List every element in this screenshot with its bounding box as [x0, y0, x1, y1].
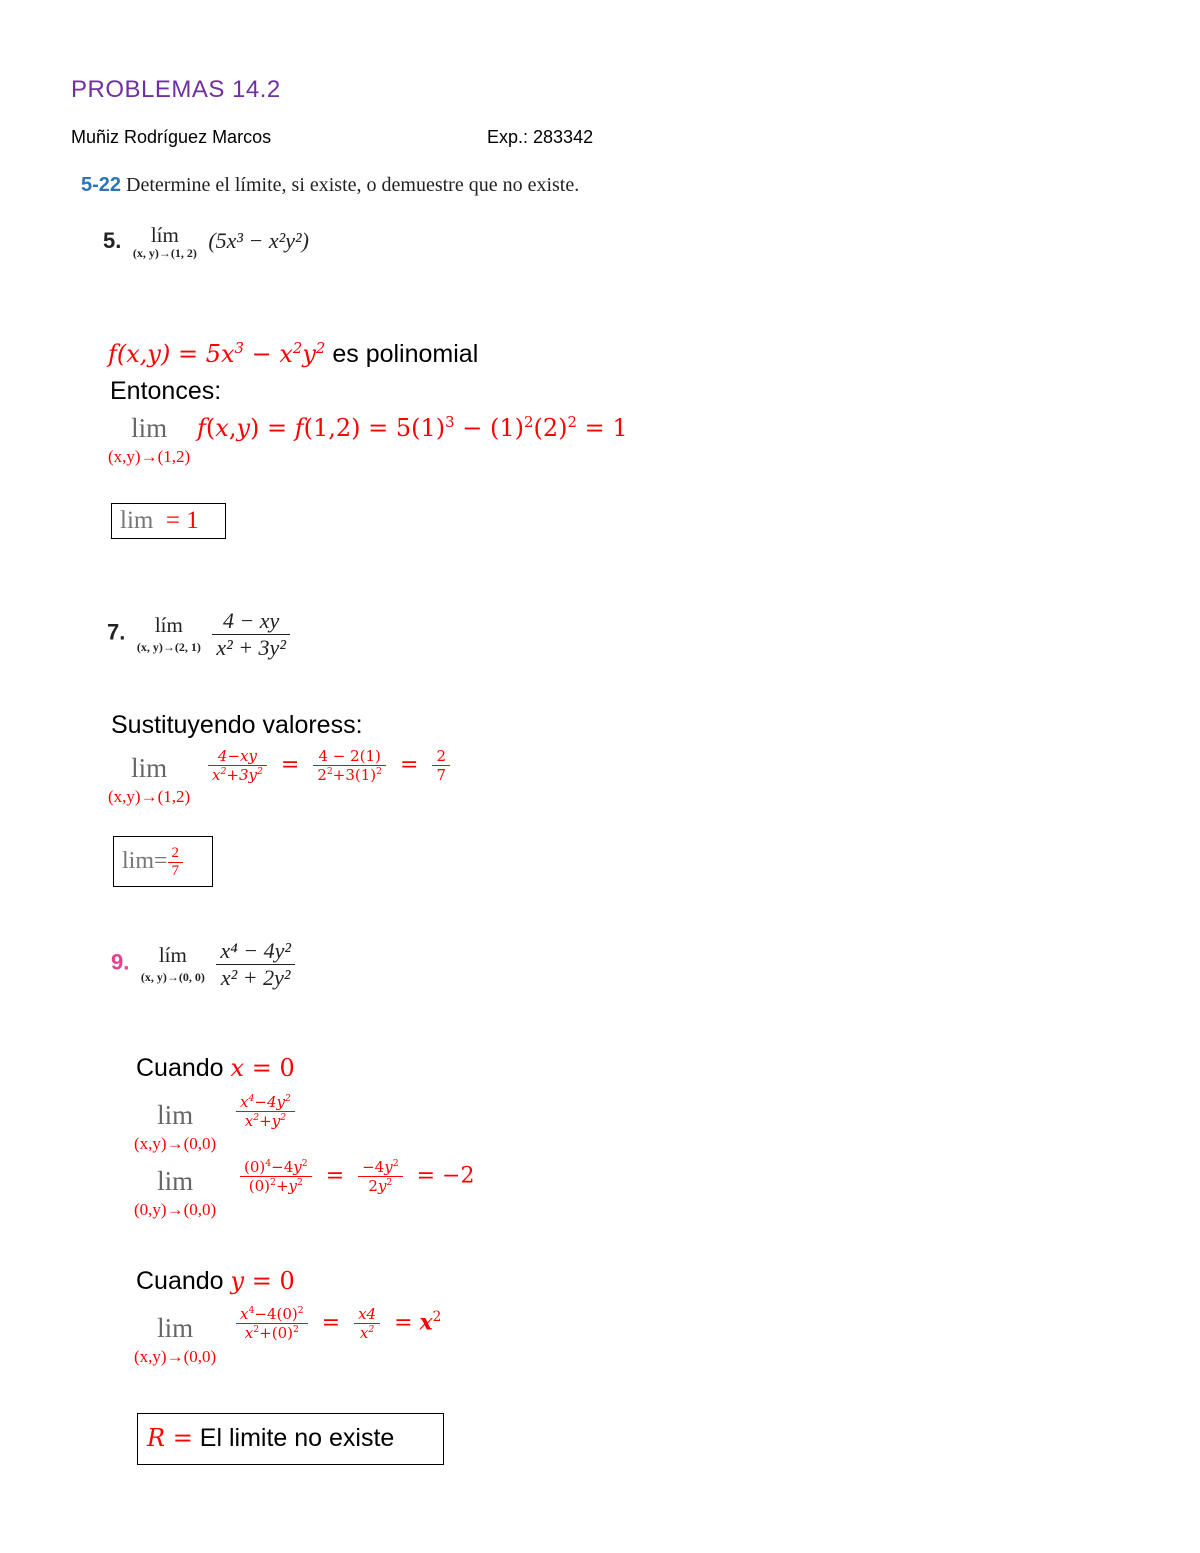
- p9-fraction-1: $\frac{x^4-4y^2}{x^2+y^2}$: [236, 1093, 295, 1130]
- p5-line-2: Entonces:: [110, 377, 222, 405]
- p9-answer: [147, 1424, 394, 1453]
- p9-evaluation-x0: $\frac{(0)^4-4y^2}{(0)^2+y^2}$ = $\frac{-4y^2}{2y^2}$ = −2: [240, 1158, 474, 1195]
- p5-lim: [108, 415, 190, 467]
- p5-function: $f(x,y) = 5x^3 - x^2y^2$: [108, 339, 326, 368]
- instructions-text: Determine el límite, si existe, o demuestre que no existe.: [126, 174, 580, 196]
- lim-subscript: (x,y)→(1,2): [108, 787, 191, 806]
- lim-subscript: (x,y)→(1,2): [108, 447, 191, 466]
- problem-7-statement: [107, 608, 290, 661]
- lim-approach: (x, y)→(0, 0): [140, 969, 205, 984]
- problem-number: 9.: [111, 949, 130, 975]
- lim-operator: [133, 225, 197, 261]
- p9-lim-3: [134, 1315, 216, 1367]
- case-condition: x = 0: [230, 1054, 295, 1082]
- case-condition: y = 0: [230, 1267, 295, 1295]
- answer-text: El limite no existe: [199, 1424, 395, 1452]
- problem-9-statement: [111, 938, 295, 991]
- p9-case-y: [136, 1267, 295, 1296]
- lim-operator: [136, 612, 201, 655]
- problem-expression: (5x³ − x²y²): [208, 228, 309, 254]
- lim-approach: (x, y)→(2, 1): [136, 639, 201, 654]
- p5-answer: lim = 1: [120, 507, 199, 534]
- problem-fraction: [212, 608, 290, 661]
- page-title: PROBLEMAS 14.2: [71, 76, 281, 103]
- lim-word: lím: [150, 223, 179, 247]
- lim-approach: (x, y)→(1, 2): [132, 246, 197, 260]
- p7-answer: lim= $\frac{2}{7}$: [122, 845, 183, 880]
- p7-evaluation: $\frac{4-xy}{x^2+3y^2}$ = $\frac{4 - 2(1)}{2^2+3(1)^2}$ = $\frac{2}{7}$: [208, 747, 450, 784]
- answer-r: R =: [147, 1424, 193, 1452]
- p9-answer-box: [137, 1413, 444, 1465]
- p9-case-x: [136, 1054, 295, 1083]
- lim-word: lím: [154, 612, 183, 637]
- lim-word: lim: [157, 1166, 194, 1196]
- fraction-numerator: 4 − xy: [212, 608, 290, 635]
- p9-lim-1: [134, 1102, 216, 1154]
- problem-range: 5-22: [81, 174, 122, 196]
- instructions: [81, 174, 579, 197]
- p7-lim: [108, 755, 190, 807]
- p7-answer-box: [113, 836, 213, 887]
- lim-word: lim: [157, 1313, 194, 1343]
- fraction-numerator: x⁴ − 4y²: [216, 938, 295, 965]
- lim-operator: [140, 942, 205, 985]
- case-word: Cuando: [136, 1054, 224, 1082]
- p9-evaluation-y0: $\frac{x^4-4(0)^2}{x^2+(0)^2}$ = $\frac{x4}{x^2}$ = $x^2$: [236, 1305, 441, 1342]
- lim-word: lim: [131, 413, 168, 443]
- fraction-denominator: x² + 2y²: [220, 965, 291, 990]
- case-word: Cuando: [136, 1267, 224, 1295]
- p5-line-1: [108, 340, 478, 369]
- problem-number: 7.: [107, 619, 126, 645]
- problem-number: 5.: [103, 228, 122, 254]
- lim-subscript: (0,y)→(0,0): [134, 1200, 217, 1219]
- problem-fraction: [216, 938, 295, 991]
- fraction-denominator: x² + 3y²: [216, 635, 286, 660]
- p5-evaluation: $f(x,y) = f(1,2) = 5(1)^3 - (1)^2(2)^2 = 1$: [197, 413, 628, 442]
- lim-subscript: (x,y)→(0,0): [134, 1347, 217, 1366]
- expedient-number: Exp.: 283342: [487, 127, 594, 147]
- p7-answer-lim: lim=: [122, 848, 168, 875]
- p5-answer-box: [111, 503, 226, 539]
- p5-polinomial-text: es polinomial: [332, 340, 479, 368]
- lim-word: lim: [131, 753, 168, 783]
- p9-lim-2: [134, 1168, 216, 1220]
- lim-subscript: (x,y)→(0,0): [134, 1134, 217, 1153]
- p7-line-1: Sustituyendo valoress:: [111, 711, 363, 739]
- lim-word: lím: [158, 942, 187, 967]
- lim-word: lim: [157, 1100, 194, 1130]
- student-name: Muñiz Rodríguez Marcos: [71, 127, 272, 147]
- problem-5-statement: [103, 225, 309, 261]
